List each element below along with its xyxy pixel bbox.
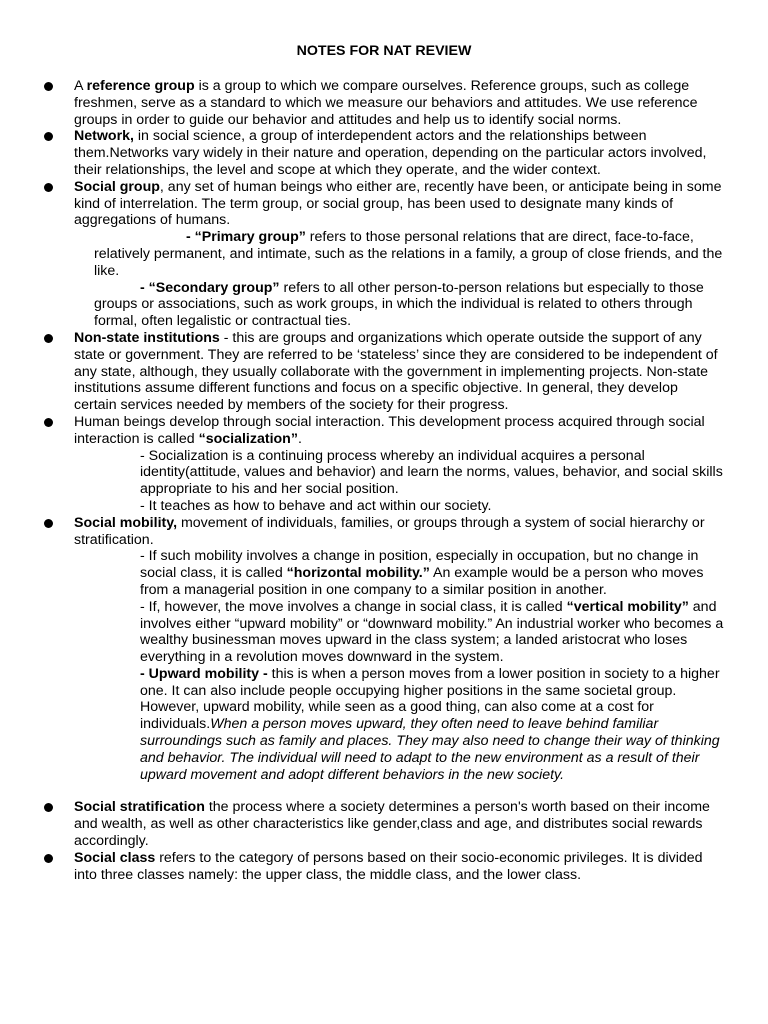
- bullet-icon: [44, 334, 53, 343]
- sub-socialization-def: - Socialization is a continuing process whereby an individual acquires a personal identity(attitude, values and behavior) and learn the norms, values, behavior, and social skills appropriate to his and her social position.: [140, 447, 723, 498]
- text: .: [297, 430, 302, 447]
- bullet-icon: [44, 519, 53, 528]
- list-item-social-class: [0, 850, 768, 884]
- term: Social group: [74, 178, 160, 195]
- bullet-icon: [44, 183, 53, 192]
- text: - this are groups and organizations which operate outside the support of any state or government. They are referred to be ‘stateless’ since they are considered to be independent of any state, although, they usually collaborate with the government in implementing projects. Non-state institutions assume different functions and focus on a specific objective. In general, they develop certain services needed by members of the society for their progress.: [74, 329, 718, 414]
- text: , any set of human beings who either are, recently have been, or anticipate being in some kind of interrelation. The term group, or social group, has been used to designate many kinds of aggregations of humans.: [74, 178, 722, 229]
- text: A: [74, 78, 87, 94]
- term: Network,: [74, 128, 134, 145]
- term: Non-state institutions: [74, 329, 220, 346]
- list-item-reference-group: [0, 78, 768, 128]
- list-item-non-state-institutions: [0, 330, 768, 414]
- sub-upward-mobility: [74, 666, 724, 784]
- sub-primary-group: [74, 229, 724, 279]
- text: and involves either “upward mobility” or “downward mobility.” An industrial worker who becomes a wealthy businessman moves upward in the class system; a landed aristocrat who loses everything in a revolution moves downward in the system.: [140, 598, 724, 666]
- bullet-icon: [44, 854, 53, 863]
- term: Social mobility,: [74, 514, 178, 531]
- list-item-social-group: [0, 179, 768, 330]
- text: - If, however, the move involves a change in social class, it is called: [140, 598, 567, 615]
- sub-secondary-group: [74, 280, 724, 330]
- bullet-list: [0, 78, 768, 883]
- sub-socialization-teach: - It teaches as how to behave and act within our society.: [140, 497, 492, 514]
- bullet-icon: [44, 82, 53, 91]
- term: - Upward mobility -: [140, 665, 268, 682]
- list-item-social-mobility: [0, 515, 768, 784]
- page-title: NOTES FOR NAT REVIEW: [296, 43, 472, 59]
- term: “socialization”: [198, 430, 298, 447]
- text: is a group to which we compare ourselves. Reference groups, such as college freshmen, serve as a standard to which we measure our behaviors and attitudes. We use reference groups in order to guide our behavior and attitudes and help us to identify social norms.: [74, 78, 698, 128]
- sub-vertical-mobility: [74, 599, 724, 666]
- text: refers to the category of persons based on their socio-economic privileges. It is divided into three classes namely: the upper class, the middle class, and the lower class.: [74, 849, 703, 883]
- term: “horizontal mobility.”: [286, 565, 430, 582]
- text: in social science, a group of interdependent actors and the relationships between them.Networks vary widely in their nature and operation, depending on the particular actors involved, their relationships, the level and scope at which they operate, and the wider context.: [74, 128, 707, 178]
- text: this is when a person moves from a lower position in society to a higher one. It can also include people occupying higher positions in the same societal group. However, upward mobility, while seen as a good thing, can also come at a cost for individuals.: [140, 665, 720, 733]
- sub-horizontal-mobility: [74, 548, 724, 598]
- term: - “Secondary group”: [140, 279, 280, 296]
- term: “vertical mobility”: [566, 598, 689, 615]
- text: refers to all other person-to-person relations but especially to those groups or associations, such as work groups, in which the individual is related to others through formal, often legalistic or contractual ties.: [94, 279, 704, 330]
- list-item-social-stratification: [0, 799, 768, 849]
- term: Social class: [74, 849, 156, 866]
- spacer: [0, 783, 768, 799]
- term: Social stratification: [74, 799, 205, 816]
- text: An example would be a person who moves from a managerial position in one company to a similar position in another.: [140, 565, 704, 598]
- list-item-socialization: [0, 414, 768, 515]
- list-item-network: [0, 128, 768, 178]
- text: Human beings develop through social interaction. This development process acquired through social interaction is called: [74, 413, 705, 447]
- text: - If such mobility involves a change in position, especially in occupation, but no change in social class, it is called: [140, 548, 699, 582]
- term: reference group: [86, 78, 195, 94]
- text: movement of individuals, families, or groups through a system of social hierarchy or stratification.: [74, 514, 705, 548]
- bullet-icon: [44, 418, 53, 427]
- text: the process where a society determines a person's worth based on their income and wealth, as well as other characteristics like gender,class and age, and distributes social rewards accordingly.: [74, 799, 710, 850]
- text: refers to those personal relations that are direct, face-to-face, relatively permanent, and intimate, such as the relations in a family, a group of close friends, and the like.: [94, 229, 723, 279]
- bullet-icon: [44, 803, 53, 812]
- term: - “Primary group”: [186, 229, 306, 246]
- bullet-icon: [44, 132, 53, 141]
- italic-text: When a person moves upward, they often need to leave behind familiar surroundings such as family and places. They may also need to change their way of thinking and behavior. The individual will need to adapt to the new environment as a result of their upward movement and adopt different behaviors in the new society.: [140, 716, 720, 783]
